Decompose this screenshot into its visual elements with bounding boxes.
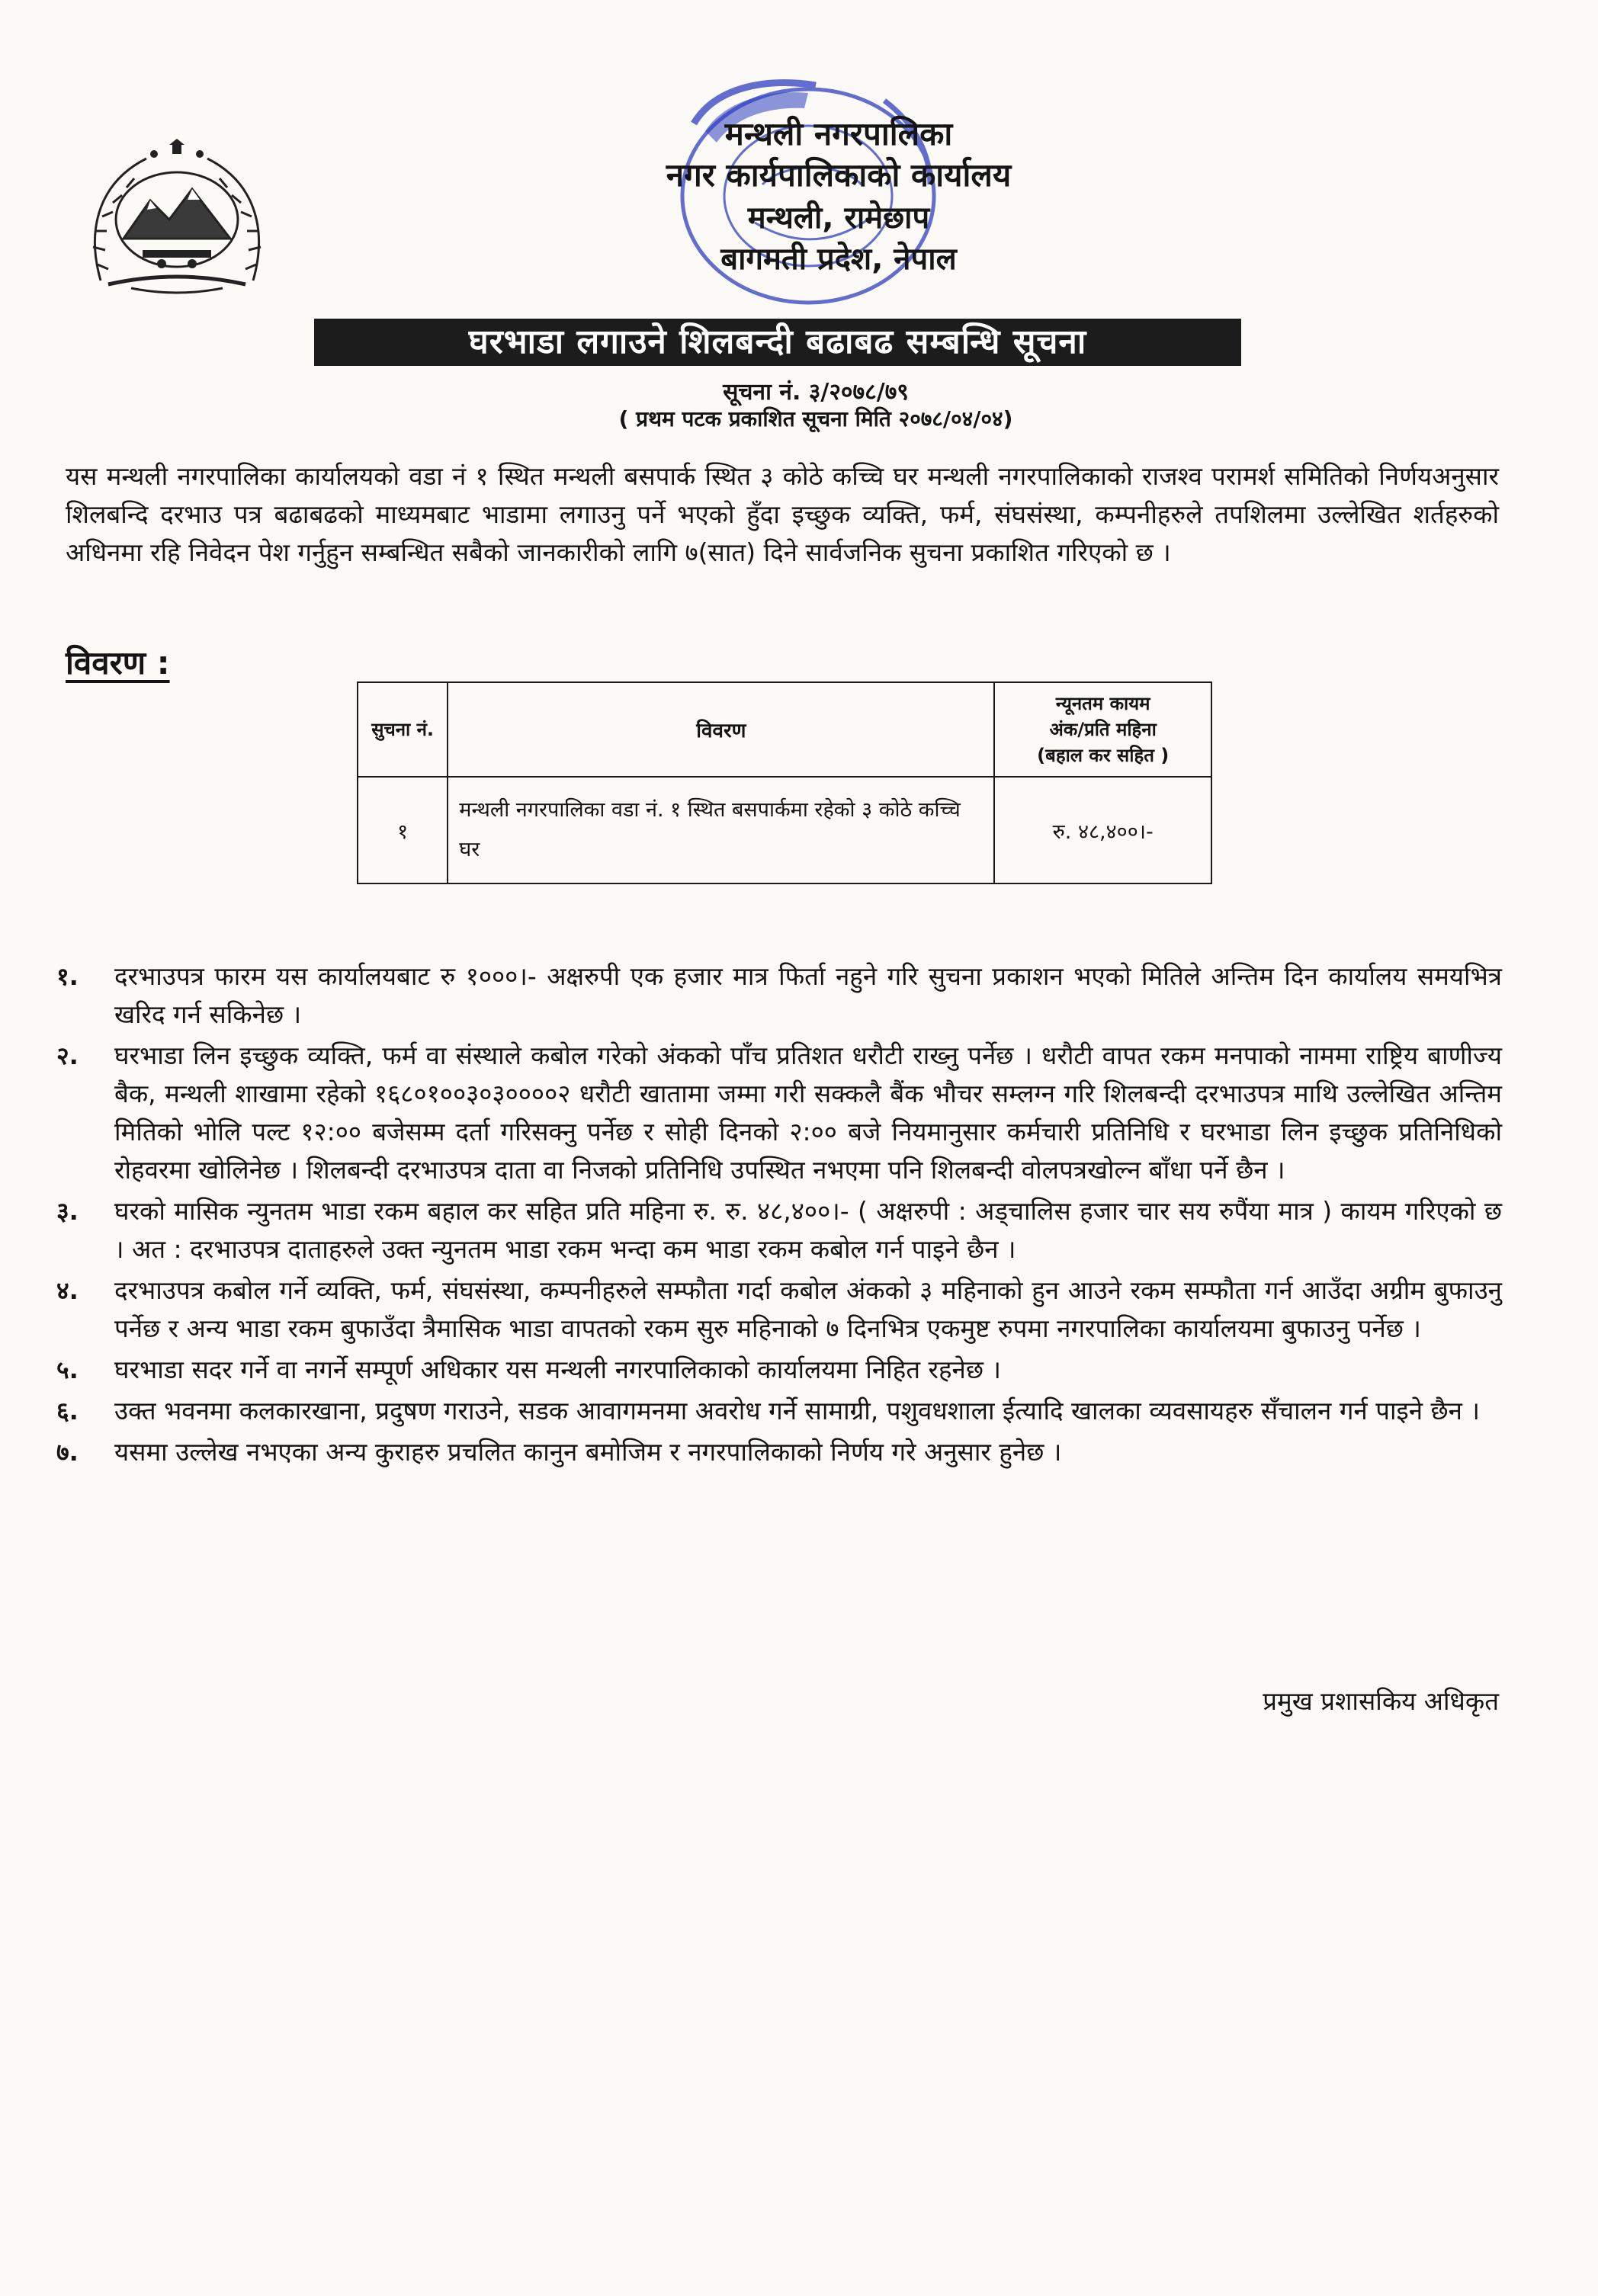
condition-text: घरभाडा सदर गर्ने वा नगर्ने सम्पूर्ण अधिकार यस मन्थली नगरपालिकाको कार्यालयमा निहित रहनेछ । bbox=[114, 1355, 1001, 1384]
header-sn: सुचना नं. bbox=[358, 682, 448, 777]
condition-text: घरभाडा लिन इच्छुक व्यक्ति, फर्म वा संस्थाले कबोल गरेको अंकको पाँच प्रतिशत धरौटी राख्नु पर्नेछ । धरौटी वापत रकम मनपाको नाममा राष्ट्रिय बाणीज्य बैक, मन्थली शाखामा रहेको १६८०१००३०३००००२ धरौटी खातामा जम्मा गरी सक्कलै बैंक भौचर सम्लग्न गरि शिलबन्दी दरभाउपत्र माथि उल्लेखित अन्तिम मितिको भोलि पल्ट १२:०० बजेसम्म दर्ता गरिसक्नु पर्नेछ र सोही दिनको २:०० बजे नियमानुसार कर्मचारी प्रतिनिधि र घरभाडा लिन इच्छुक प्रतिनिधिको रोहवरमा खोलिनेछ । शिलबन्दी दरभाउपत्र दाता वा निजको प्रतिनिधि उपस्थित नभएमा पनि शिलबन्दी वोलपत्रखोल्न बाँधा पर्ने छैन । bbox=[114, 1041, 1502, 1185]
condition-text: दरभाउपत्र फारम यस कार्यालयबाट रु १०००।- अक्षरुपी एक हजार मात्र फिर्ता नहुने गरि सुचना प्रकाशन भएको मितिले अन्तिम दिन कार्यालय समयभित्र खरिद गर्न सकिनेछ । bbox=[114, 961, 1502, 1029]
condition-item bbox=[56, 1271, 1502, 1348]
nepal-emblem-icon bbox=[78, 136, 276, 303]
first-published-date: ( प्रथम पटक प्रकाशित सूचना मिति २०७८/०४/०४) bbox=[618, 406, 1013, 431]
office-address: मन्थली, रामेछाप bbox=[747, 200, 930, 236]
office-name-line2: नगर कार्यपालिकाको कार्यालय bbox=[666, 156, 1012, 194]
condition-item bbox=[56, 1192, 1502, 1268]
row-amount: रु. ४८,४००।- bbox=[994, 777, 1211, 883]
condition-text: घरको मासिक न्युनतम भाडा रकम बहाल कर सहित प्रति महिना रु. रु. ४८,४००।- ( अक्षरुपी : अड्चालिस हजार चार सय रुपैंया मात्र ) कायम गरिएको छ । अत : दरभाउपत्र दाताहरुले उक्त न्युनतम भाडा रकम भन्दा कम भाडा रकम कबोल गर्न पाइने छैन । bbox=[114, 1196, 1502, 1264]
header-amount-line3: (बहाल कर सहित ) bbox=[1037, 745, 1170, 766]
condition-item bbox=[56, 1433, 1502, 1471]
details-heading: विवरण : bbox=[66, 644, 170, 681]
condition-item bbox=[56, 1351, 1502, 1389]
condition-number: ३. bbox=[56, 1197, 79, 1226]
condition-number: २. bbox=[56, 1041, 79, 1070]
header-amount bbox=[994, 682, 1211, 777]
notice-title: घरभाडा लगाउने शिलबन्दी बढाबढ सम्बन्धि सूचना bbox=[314, 319, 1241, 366]
condition-item bbox=[56, 957, 1502, 1034]
condition-number: ५. bbox=[56, 1355, 79, 1384]
header-desc: विवरण bbox=[448, 682, 994, 777]
table-row bbox=[358, 777, 1211, 883]
signature-designation: प्रमुख प्रशासकिय अधिकृत bbox=[1263, 1686, 1499, 1716]
condition-number: ४. bbox=[56, 1276, 79, 1305]
condition-text: यसमा उल्लेख नभएका अन्य कुराहरु प्रचलित कानुन बमोजिम र नगरपालिकाको निर्णय गरे अनुसार हुनेछ । bbox=[114, 1437, 1062, 1467]
condition-item bbox=[56, 1037, 1502, 1189]
conditions-list bbox=[56, 957, 1502, 1474]
notice-number: सूचना नं. ३/२०७८/७९ bbox=[723, 379, 909, 406]
condition-number: ७. bbox=[56, 1438, 79, 1467]
condition-item bbox=[56, 1392, 1502, 1430]
intro-paragraph: यस मन्थली नगरपालिका कार्यालयको वडा नं १ स्थित मन्थली बसपार्क स्थित ३ कोठे कच्चि घर मन्थली नगरपालिकाको राजश्व परामर्श समितिको निर्णयअनुसार शिलबन्दि दरभाउ पत्र बढाबढको माध्यमबाट भाडामा लगाउनु पर्ने भएको हुँदा इच्छुक व्यक्ति, फर्म, संघसंस्था, कम्पनीहरुले तपशिलमा उल्लेखित शर्तहरुको अधिनमा रहि निवेदन पेश गर्नुहुन सम्बन्धित सबैको जानकारीको लागि ७(सात) दिने सार्वजनिक सुचना प्रकाशित गरिएको छ । bbox=[66, 461, 1499, 567]
office-name-line1: मन्थली नगरपालिका bbox=[724, 115, 953, 152]
condition-number: ६. bbox=[56, 1397, 79, 1425]
condition-number: १. bbox=[56, 962, 79, 991]
office-province: बागमती प्रदेश, नेपाल bbox=[720, 242, 957, 277]
row-sn: १ bbox=[358, 777, 448, 883]
header-amount-line2: अंक/प्रति महिना bbox=[1049, 719, 1157, 740]
details-table bbox=[357, 681, 1212, 884]
condition-text: दरभाउपत्र कबोल गर्ने व्यक्ति, फर्म, संघसंस्था, कम्पनीहरुले सम्फौता गर्दा कबोल अंकको ३ महिनाको हुन आउने रकम सम्फौता गर्न आउँदा अग्रीम बुफाउनु पर्नेछ र अन्य भाडा रकम बुफाउँदा त्रैमासिक भाडा वापतको रकम सुरु महिनाको ७ दिनभित्र एकमुष्ट रुपमा नगरपालिका कार्यालयमा बुफाउनु पर्नेछ । bbox=[114, 1275, 1502, 1343]
table-header-row bbox=[358, 682, 1211, 777]
condition-text: उक्त भवनमा कलकारखाना, प्रदुषण गराउने, सडक आवागमनमा अवरोध गर्ने सामाग्री, पशुवधशाला ईत्यादि खालका व्यवसायहरु सँचालन गर्न पाइने छैन । bbox=[114, 1396, 1480, 1425]
row-desc: मन्थली नगरपालिका वडा नं. १ स्थित बसपार्कमा रहेको ३ कोठे कच्चि घर bbox=[448, 777, 994, 883]
header-amount-line1: न्यूनतम कायम bbox=[1055, 693, 1150, 714]
